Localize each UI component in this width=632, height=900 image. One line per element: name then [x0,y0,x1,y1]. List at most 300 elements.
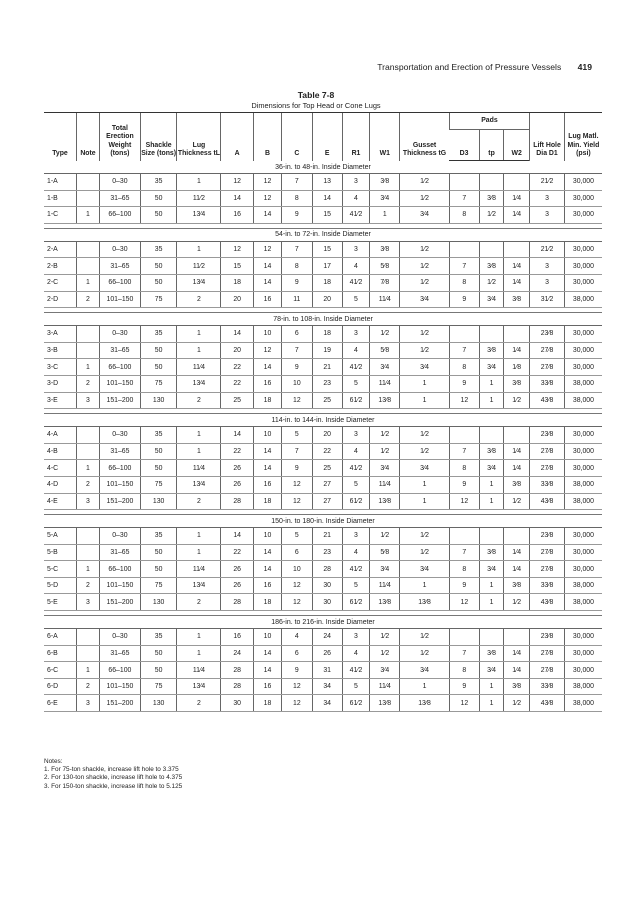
table-cell: 12 [253,342,281,359]
table-cell: 11⁄2 [177,258,221,275]
table-row [44,392,602,409]
table-cell: 66–100 [99,561,140,578]
table-cell: 3 [530,258,565,275]
table-cell: 4-D [44,476,76,493]
table-cell: 50 [140,645,177,662]
table-cell: 22 [221,443,253,460]
table-cell [76,326,99,343]
table-cell: 18 [253,392,281,409]
table-cell: 1 [177,427,221,444]
table-cell: 1 [400,392,449,409]
table-body [44,161,602,712]
table-cell: 9 [449,375,479,392]
table-cell: 1⁄4 [504,274,530,291]
pads-group-header: Pads [449,113,530,130]
table-cell: 8 [449,460,479,477]
note-item: 3. For 150-ton shackle, increase lift hole to 5.125 [44,782,183,790]
section-header-row [44,616,602,629]
table-cell: 9 [449,476,479,493]
table-cell: 3 [342,427,369,444]
table-cell: 7 [449,645,479,662]
table-cell: 50 [140,342,177,359]
table-cell: 30 [312,594,342,611]
table-cell: 50 [140,443,177,460]
col-header-d3: D3 [449,130,479,161]
table-cell: 27⁄8 [530,645,565,662]
table-cell: 8 [282,190,312,207]
table-cell: 3⁄4 [370,561,400,578]
table-cell: 21⁄2 [530,241,565,258]
table-cell: 12 [253,190,281,207]
note-item: 2. For 130-ton shackle, increase lift hole to 4.375 [44,774,183,782]
table-row [44,274,602,291]
table-row [44,375,602,392]
table-row [44,460,602,477]
table-cell: 5⁄8 [370,258,400,275]
table-cell: 28 [221,662,253,679]
table-cell: 3⁄4 [400,561,449,578]
table-cell: 1 [76,274,99,291]
table-cell: 3-D [44,375,76,392]
table-cell: 3 [530,190,565,207]
col-header-b: B [253,113,281,161]
table-cell: 12 [282,594,312,611]
table-cell: 13⁄4 [177,207,221,224]
table-cell: 30,000 [564,561,602,578]
table-row [44,544,602,561]
table-cell: 3⁄8 [370,174,400,191]
table-cell: 5 [342,678,369,695]
table-row [44,326,602,343]
col-header-lug-thickness: Lug Thickness tL [177,113,221,161]
table-cell: 130 [140,493,177,510]
table-cell: 5 [342,375,369,392]
table-cell: 12 [282,493,312,510]
table-cell: 30,000 [564,662,602,679]
table-cell: 50 [140,561,177,578]
table-cell: 7 [449,342,479,359]
section-title: 114-in. to 144-in. Inside Diameter [44,414,602,427]
table-cell: 9 [449,291,479,308]
running-head [377,62,592,72]
table-cell: 30,000 [564,645,602,662]
table-cell: 1 [400,476,449,493]
table-cell [449,528,479,545]
table-cell: 14 [221,528,253,545]
table-cell: 16 [253,291,281,308]
table-cell: 28 [221,493,253,510]
table-cell: 11⁄4 [370,476,400,493]
table-cell: 5⁄8 [370,544,400,561]
section-title: 150-in. to 180-in. Inside Diameter [44,515,602,528]
table-cell: 11⁄4 [370,375,400,392]
table-cell: 12 [282,476,312,493]
table-cell: 5⁄8 [370,342,400,359]
table-cell: 33⁄8 [530,678,565,695]
table-cell: 31–65 [99,190,140,207]
table-cell: 31–65 [99,443,140,460]
table-cell [504,629,530,646]
table-cell: 1⁄2 [400,443,449,460]
table-cell: 6-C [44,662,76,679]
table-cell: 1⁄2 [400,190,449,207]
table-cell: 1⁄4 [504,662,530,679]
table-cell: 12 [282,392,312,409]
table-cell: 61⁄2 [342,695,369,712]
table-cell [76,342,99,359]
table-cell: 30,000 [564,544,602,561]
table-cell: 66–100 [99,460,140,477]
table-cell: 16 [221,629,253,646]
table-cell: 28 [221,678,253,695]
table-cell: 23 [312,544,342,561]
table-cell: 1 [480,678,504,695]
table-cell: 1⁄2 [400,174,449,191]
table-cell [76,443,99,460]
table-cell: 1⁄2 [504,493,530,510]
table-cell: 3 [76,695,99,712]
table-cell: 0–30 [99,427,140,444]
table-cell: 1⁄4 [504,645,530,662]
table-cell: 50 [140,662,177,679]
table-cell: 21 [312,528,342,545]
table-cell: 9 [449,577,479,594]
table-cell: 26 [221,460,253,477]
table-cell: 130 [140,695,177,712]
table-cell: 31–65 [99,544,140,561]
table-cell: 75 [140,375,177,392]
col-header-w2: W2 [504,130,530,161]
table-cell: 33⁄8 [530,577,565,594]
table-cell: 66–100 [99,274,140,291]
col-header-lift-hole: Lift Hole Dia D1 [530,113,565,161]
table-cell: 26 [221,577,253,594]
table-cell: 16 [253,577,281,594]
table-cell: 8 [449,662,479,679]
table-cell: 3⁄8 [504,577,530,594]
table-cell: 2 [177,594,221,611]
table-cell: 11⁄4 [177,561,221,578]
table-cell: 4-B [44,443,76,460]
table-cell: 3⁄8 [504,678,530,695]
col-header-c: C [282,113,312,161]
section-header-row [44,161,602,174]
table-cell: 12 [282,695,312,712]
table-cell: 4 [282,629,312,646]
table-cell: 0–30 [99,174,140,191]
table-cell: 41⁄2 [342,359,369,376]
table-cell: 3 [530,207,565,224]
table-cell: 22 [312,443,342,460]
table-cell: 14 [253,359,281,376]
table-row [44,695,602,712]
table-cell [449,326,479,343]
table-cell [504,427,530,444]
table-cell: 3 [530,274,565,291]
table-cell: 1⁄2 [400,258,449,275]
table-cell: 5 [342,476,369,493]
table-cell: 35 [140,528,177,545]
table-cell: 34 [312,695,342,712]
table-cell: 1-C [44,207,76,224]
table-cell: 50 [140,274,177,291]
table-cell: 6-D [44,678,76,695]
table-cell: 3 [76,392,99,409]
table-cell: 8 [449,561,479,578]
table-cell [480,326,504,343]
table-cell: 12 [253,174,281,191]
table-cell: 1⁄2 [400,629,449,646]
table-cell: 35 [140,241,177,258]
table-row [44,342,602,359]
table-cell: 8 [449,274,479,291]
table-cell: 75 [140,291,177,308]
table-cell: 28 [221,594,253,611]
table-cell: 7 [282,443,312,460]
table-cell: 30,000 [564,190,602,207]
table-cell: 13⁄4 [177,678,221,695]
table-cell: 66–100 [99,207,140,224]
col-header-shackle-size: Shackle Size (tons) [140,113,177,161]
table-cell: 7 [449,258,479,275]
table-cell: 30,000 [564,460,602,477]
table-cell: 27⁄8 [530,544,565,561]
table-cell: 27⁄8 [530,443,565,460]
table-cell: 6 [282,326,312,343]
table-cell: 20 [312,427,342,444]
table-cell [76,629,99,646]
table-cell: 30,000 [564,528,602,545]
table-cell: 26 [312,645,342,662]
table-cell: 38,000 [564,476,602,493]
table-cell: 20 [221,342,253,359]
table-cell [76,174,99,191]
table-cell: 6-B [44,645,76,662]
table-cell: 35 [140,174,177,191]
table-cell: 1 [480,695,504,712]
table-cell: 8 [449,359,479,376]
table-cell: 27⁄8 [530,359,565,376]
table-row [44,577,602,594]
table-cell: 1 [480,476,504,493]
table-cell: 3 [342,241,369,258]
table-cell: 18 [253,594,281,611]
table-cell: 10 [282,561,312,578]
table-cell: 151–200 [99,392,140,409]
table-cell: 13⁄8 [370,695,400,712]
table-cell: 1 [177,342,221,359]
table-cell: 0–30 [99,326,140,343]
table-cell: 26 [221,476,253,493]
table-cell: 31–65 [99,258,140,275]
table-cell: 4-E [44,493,76,510]
table-cell: 18 [221,274,253,291]
table-row [44,629,602,646]
table-cell: 151–200 [99,594,140,611]
table-row [44,662,602,679]
table-cell: 1 [177,443,221,460]
table-cell: 17 [312,258,342,275]
table-cell: 3⁄8 [370,241,400,258]
table-cell [449,629,479,646]
table-cell: 9 [282,662,312,679]
table-title: Dimensions for Top Head or Cone Lugs [251,101,381,110]
table-caption [0,90,632,110]
table-cell: 3⁄8 [504,476,530,493]
table-cell: 2 [177,392,221,409]
table-cell: 24 [221,645,253,662]
table-cell: 38,000 [564,375,602,392]
table-cell: 27⁄8 [530,460,565,477]
table-cell: 18 [312,326,342,343]
table-cell: 16 [253,375,281,392]
table-cell: 38,000 [564,392,602,409]
table-cell: 19 [312,342,342,359]
table-cell: 3⁄8 [480,190,504,207]
table-cell: 27⁄8 [530,561,565,578]
table-cell: 1 [480,577,504,594]
table-cell: 1 [177,241,221,258]
table-cell: 38,000 [564,678,602,695]
table-number: Table 7-8 [297,90,335,100]
section-title: 186-in. to 216-in. Inside Diameter [44,616,602,629]
table-cell: 8 [449,207,479,224]
table-cell: 31 [312,662,342,679]
table-cell: 8 [282,258,312,275]
table-cell: 11⁄4 [370,291,400,308]
table-cell: 14 [253,443,281,460]
table-cell: 22 [221,544,253,561]
table-cell: 13⁄8 [370,392,400,409]
table-cell: 12 [449,594,479,611]
table-cell: 75 [140,678,177,695]
table-cell: 41⁄2 [342,662,369,679]
table-cell: 2 [76,577,99,594]
table-cell: 30 [312,577,342,594]
table-cell: 1⁄2 [370,443,400,460]
table-cell: 5-B [44,544,76,561]
table-cell: 2 [76,291,99,308]
table-cell: 1 [400,678,449,695]
table-cell: 61⁄2 [342,594,369,611]
table-cell [76,544,99,561]
table-cell: 41⁄2 [342,460,369,477]
table-cell: 14 [221,326,253,343]
table-cell: 3⁄8 [480,443,504,460]
table-cell: 1⁄2 [400,274,449,291]
table-cell: 11⁄4 [370,678,400,695]
table-cell: 7 [449,544,479,561]
table-cell: 1⁄4 [504,342,530,359]
table-cell: 11⁄2 [177,190,221,207]
table-cell [504,174,530,191]
table-cell: 1⁄4 [504,207,530,224]
table-cell: 4 [342,258,369,275]
table-cell [76,427,99,444]
table-cell: 18 [312,274,342,291]
table-row [44,493,602,510]
table-cell: 2 [177,291,221,308]
table-cell: 41⁄2 [342,274,369,291]
table-cell: 101–150 [99,375,140,392]
table-cell: 27⁄8 [530,342,565,359]
table-cell: 2-C [44,274,76,291]
table-cell: 34 [312,678,342,695]
table-cell: 4 [342,443,369,460]
table-cell: 6 [282,645,312,662]
table-cell: 1-B [44,190,76,207]
table-cell: 14 [253,544,281,561]
col-header-e: E [312,113,342,161]
table-cell: 0–30 [99,528,140,545]
table-cell: 30,000 [564,174,602,191]
col-header-erection-weight: Total Erection Weight (tons) [99,113,140,161]
table-cell [504,528,530,545]
table-cell: 13⁄8 [370,493,400,510]
table-cell: 1 [480,594,504,611]
col-header-type: Type [44,113,76,161]
table-cell: 1 [177,629,221,646]
table-cell: 27 [312,493,342,510]
table-cell: 38,000 [564,594,602,611]
table-cell: 18 [253,493,281,510]
table-cell: 10 [253,427,281,444]
table-cell: 1 [400,375,449,392]
table-cell: 41⁄2 [342,561,369,578]
notes-heading: Notes: [44,758,63,765]
table-cell: 22 [221,359,253,376]
table-cell: 41⁄2 [342,207,369,224]
table-cell: 9 [282,359,312,376]
table-cell: 14 [312,190,342,207]
table-cell: 30,000 [564,241,602,258]
table-cell [480,427,504,444]
section-header-row [44,515,602,528]
table-cell: 3⁄8 [504,375,530,392]
table-cell: 3⁄4 [480,460,504,477]
section-header-row [44,414,602,427]
table-cell: 30,000 [564,326,602,343]
table-cell: 24 [312,629,342,646]
table-cell: 1⁄4 [504,460,530,477]
table-cell: 35 [140,629,177,646]
col-header-lug-yield: Lug Matl. Min. Yield (psi) [564,113,602,161]
table-cell: 1 [76,359,99,376]
table-cell: 21⁄2 [530,174,565,191]
table-cell: 9 [282,207,312,224]
table-cell [76,645,99,662]
table-cell: 101–150 [99,678,140,695]
table-cell: 28 [312,561,342,578]
table-cell: 3⁄8 [504,291,530,308]
table-cell: 20 [312,291,342,308]
table-cell: 14 [221,190,253,207]
section-title: 36-in. to 48-in. Inside Diameter [44,161,602,174]
table-cell: 4-C [44,460,76,477]
table-row [44,561,602,578]
table-cell: 3⁄4 [480,561,504,578]
table-cell: 50 [140,359,177,376]
table-cell: 3⁄4 [370,359,400,376]
table-cell: 61⁄2 [342,392,369,409]
table-cell: 1 [177,544,221,561]
table-cell: 1⁄4 [504,258,530,275]
table-cell: 50 [140,460,177,477]
table-cell: 30 [221,695,253,712]
table-cell: 101–150 [99,476,140,493]
table-cell: 25 [312,392,342,409]
table-cell: 15 [221,258,253,275]
